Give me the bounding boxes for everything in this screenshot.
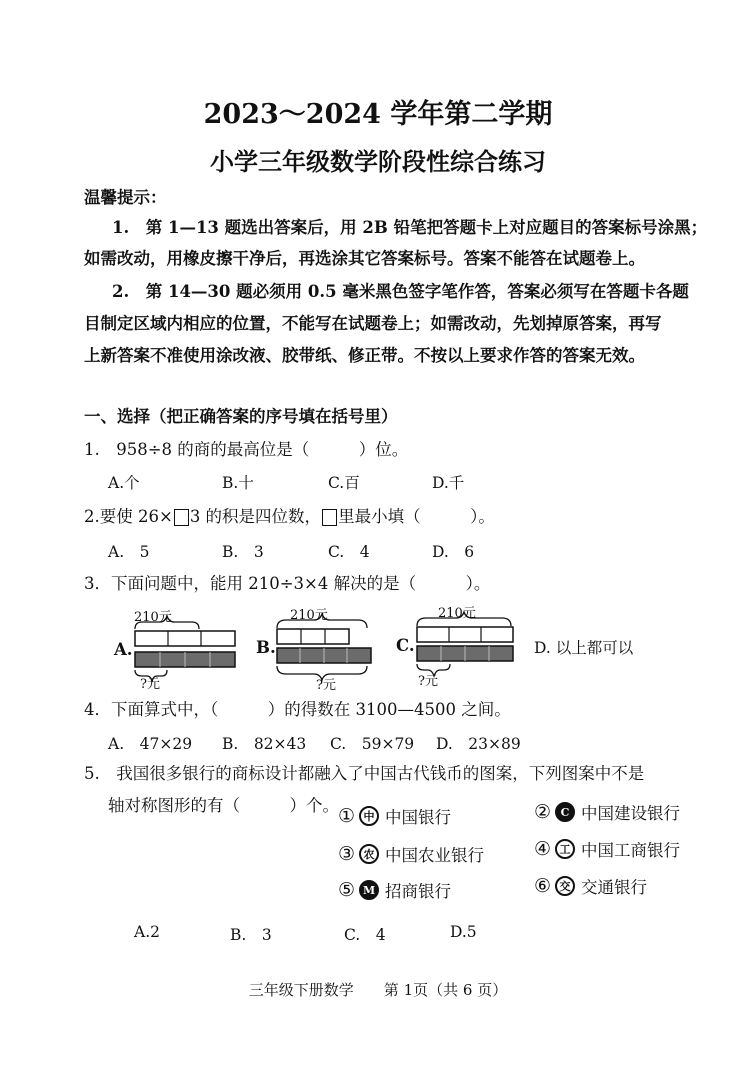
question-2-stem-part-2: 3 的积是四位数， bbox=[189, 507, 322, 526]
question-5-option-d: D.5 bbox=[450, 923, 477, 941]
question-4-option-c: C. 59×79 bbox=[330, 735, 415, 753]
question-2-stem-part-3: 里最小填（ ）。 bbox=[338, 507, 495, 526]
question-4-stem: 4．下面算式中，（ ）的得数在 3100—4500 之间。 bbox=[84, 700, 511, 719]
abc-icon: 农 bbox=[359, 844, 379, 864]
tips-line-5: 上新答案不准使用涂改液、胶带纸、修正带。不按以上要求作答的答案无效。 bbox=[84, 346, 645, 365]
exam-subtitle: 小学三年级数学阶段性综合练习 bbox=[210, 147, 546, 176]
bocom-icon: 交 bbox=[555, 876, 575, 896]
question-3-option-b-label: B. bbox=[256, 638, 276, 657]
bank-item-1 bbox=[338, 804, 451, 828]
question-1-option-a: A.个 bbox=[108, 474, 140, 492]
exam-title: 2023～2024 学年第二学期 bbox=[203, 99, 553, 130]
question-3-option-a-label: A. bbox=[114, 640, 133, 659]
tips-line-4: 目制定区域内相应的位置，不能写在试题卷上；如需改动，先划掉原答案，再写 bbox=[84, 314, 662, 333]
bank-item-name: 招商银行 bbox=[385, 882, 452, 901]
blank-box bbox=[174, 509, 189, 526]
question-5-stem-line-1: 5. 我国很多银行的商标设计都融入了中国古代钱币的图案，下列图案中不是 bbox=[84, 764, 645, 783]
cmb-icon: M bbox=[359, 880, 379, 900]
question-2-option-b: B. 3 bbox=[222, 543, 264, 561]
tips-line-2: 如需改动，用橡皮擦干净后，再选涂其它答案标号。答案不能答在试题卷上。 bbox=[84, 249, 645, 268]
question-2-option-d: D. 6 bbox=[432, 543, 475, 561]
bank-item-6 bbox=[534, 874, 647, 898]
bank-item-name: 交通银行 bbox=[581, 878, 648, 897]
question-2-option-a: A. 5 bbox=[108, 543, 150, 561]
question-1-option-b: B.十 bbox=[222, 474, 254, 492]
question-3-diagram-c-bottom-label: ?元 bbox=[418, 674, 438, 689]
blank-box bbox=[322, 509, 337, 526]
icbc-icon: 工 bbox=[555, 839, 575, 859]
question-5-option-b: B. 3 bbox=[230, 926, 272, 944]
bank-item-name: 中国建设银行 bbox=[581, 804, 681, 823]
question-4-option-a: A. 47×29 bbox=[108, 735, 193, 753]
bank-of-china-icon: 中 bbox=[359, 806, 379, 826]
ccb-icon: C bbox=[555, 802, 575, 822]
question-5-option-a: A.2 bbox=[134, 923, 160, 941]
bank-item-number: ⑥ bbox=[534, 875, 552, 897]
question-3-diagram-a-top-label: 210元 bbox=[134, 610, 172, 625]
question-5-stem-line-2: 轴对称图形的有（ ）个。 bbox=[108, 796, 339, 815]
bank-item-name: 中国工商银行 bbox=[581, 841, 681, 860]
tips-heading: 温馨提示： bbox=[84, 188, 167, 207]
question-1-stem: 1. 958÷8 的商的最高位是（ ）位。 bbox=[84, 440, 409, 459]
question-3-diagram-b-bottom-label: ?元 bbox=[316, 678, 336, 693]
question-2-option-c: C. 4 bbox=[328, 543, 370, 561]
bank-item-2 bbox=[534, 800, 680, 824]
question-4-option-b: B. 82×43 bbox=[222, 735, 307, 753]
question-3-diagram-a-bottom-label: ?元 bbox=[140, 677, 160, 692]
bank-item-name: 中国农业银行 bbox=[385, 846, 485, 865]
tips-line-3: 2. 第 14—30 题必须用 0.5 毫米黑色签字笔作答，答案必须写在答题卡各题 bbox=[112, 282, 689, 301]
bank-item-number: ② bbox=[534, 801, 552, 823]
question-3-option-d: D. 以上都可以 bbox=[534, 639, 634, 657]
question-2-stem bbox=[84, 505, 495, 529]
question-3-diagram-b-top-label: 210元 bbox=[290, 608, 328, 623]
question-4-option-d: D. 23×89 bbox=[436, 735, 521, 753]
bank-item-number: ④ bbox=[534, 838, 552, 860]
bank-item-4 bbox=[534, 837, 680, 861]
question-1-option-d: D.千 bbox=[432, 474, 465, 492]
question-1-option-c: C.百 bbox=[328, 474, 360, 492]
question-3-diagram-c-top-label: 210元 bbox=[438, 606, 476, 621]
question-3-stem: 3．下面问题中，能用 210÷3×4 解决的是（ ）。 bbox=[84, 574, 491, 593]
bank-item-number: ⑤ bbox=[338, 879, 356, 901]
page-footer: 三年级下册数学 第 1页（共 6 页） bbox=[248, 981, 508, 999]
question-5-option-c: C. 4 bbox=[344, 926, 386, 944]
question-3-option-c-label: C. bbox=[396, 636, 415, 655]
question-2-stem-part-1: 2.要使 26× bbox=[84, 507, 173, 526]
bank-item-number: ① bbox=[338, 805, 356, 827]
tips-line-1: 1. 第 1—13 题选出答案后，用 2B 铅笔把答题卡上对应题目的答案标号涂黑； bbox=[112, 218, 708, 237]
section-heading: 一、选择（把正确答案的序号填在括号里） bbox=[84, 407, 398, 426]
bank-item-5 bbox=[338, 878, 451, 902]
bank-item-number: ③ bbox=[338, 843, 356, 865]
bank-item-name: 中国银行 bbox=[385, 808, 452, 827]
bank-item-3 bbox=[338, 842, 484, 866]
